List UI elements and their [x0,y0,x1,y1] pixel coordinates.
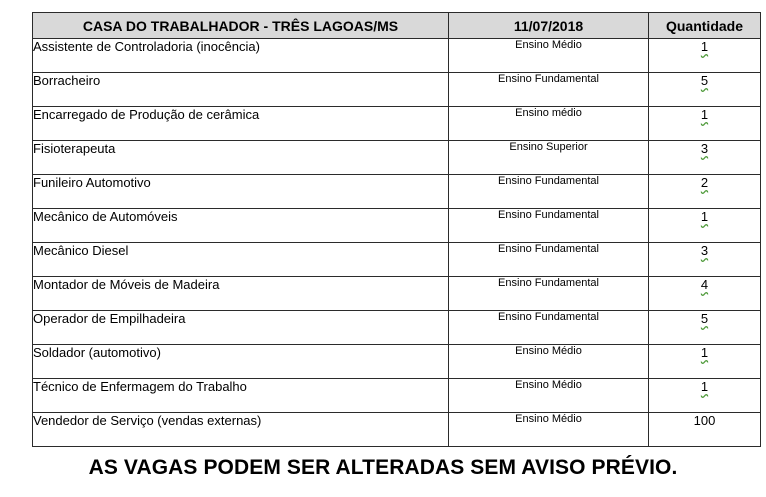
education-cell: Ensino Superior [449,141,649,175]
quantity-value: 3 [700,243,709,258]
table-row [33,243,761,277]
quantity-cell [649,209,761,243]
header-title: CASA DO TRABALHADOR - TRÊS LAGOAS/MS [33,13,449,39]
job-title-cell: Operador de Empilhadeira [33,311,449,345]
quantity-cell [649,413,761,447]
quantity-cell [649,175,761,209]
quantity-cell [649,243,761,277]
quantity-value: 3 [700,141,709,156]
job-title-cell: Encarregado de Produção de cerâmica [33,107,449,141]
table-row [33,413,761,447]
education-cell: Ensino Fundamental [449,175,649,209]
table-row [33,311,761,345]
header-date: 11/07/2018 [449,13,649,39]
education-cell: Ensino Médio [449,39,649,73]
job-title-cell: Mecânico Diesel [33,243,449,277]
quantity-value: 1 [700,345,709,360]
quantity-cell [649,107,761,141]
quantity-cell [649,73,761,107]
job-title-cell: Mecânico de Automóveis [33,209,449,243]
job-title-cell: Técnico de Enfermagem do Trabalho [33,379,449,413]
quantity-value: 2 [700,175,709,190]
job-openings-table [32,12,761,447]
quantity-value: 1 [700,39,709,54]
quantity-value: 4 [700,277,709,292]
quantity-cell [649,345,761,379]
table-row [33,73,761,107]
education-cell: Ensino Fundamental [449,311,649,345]
quantity-cell [649,311,761,345]
education-cell: Ensino médio [449,107,649,141]
education-cell: Ensino Fundamental [449,209,649,243]
quantity-value: 5 [700,73,709,88]
table-row [33,277,761,311]
quantity-cell [649,39,761,73]
table-row [33,175,761,209]
quantity-value: 5 [700,311,709,326]
education-cell: Ensino Médio [449,413,649,447]
table-row [33,141,761,175]
job-rows [33,39,761,447]
quantity-cell [649,379,761,413]
footer-notice: AS VAGAS PODEM SER ALTERADAS SEM AVISO PRÉVIO. [88,456,678,479]
job-title-cell: Assistente de Controladoria (inocência) [33,39,449,73]
education-cell: Ensino Médio [449,345,649,379]
table-row [33,107,761,141]
job-openings-sheet [32,12,760,447]
education-cell: Ensino Fundamental [449,73,649,107]
education-cell: Ensino Médio [449,379,649,413]
job-title-cell: Fisioterapeuta [33,141,449,175]
quantity-cell [649,277,761,311]
quantity-value: 1 [700,209,709,224]
header-quantity: Quantidade [649,13,761,39]
job-title-cell: Soldador (automotivo) [33,345,449,379]
table-row [33,379,761,413]
quantity-value: 100 [693,413,716,428]
table-row [33,209,761,243]
table-row [33,345,761,379]
table-row [33,39,761,73]
quantity-value: 1 [700,379,709,394]
table-header-row [33,13,761,39]
job-title-cell: Vendedor de Serviço (vendas externas) [33,413,449,447]
education-cell: Ensino Fundamental [449,243,649,277]
job-title-cell: Funileiro Automotivo [33,175,449,209]
education-cell: Ensino Fundamental [449,277,649,311]
quantity-cell [649,141,761,175]
job-title-cell: Borracheiro [33,73,449,107]
job-title-cell: Montador de Móveis de Madeira [33,277,449,311]
quantity-value: 1 [700,107,709,122]
